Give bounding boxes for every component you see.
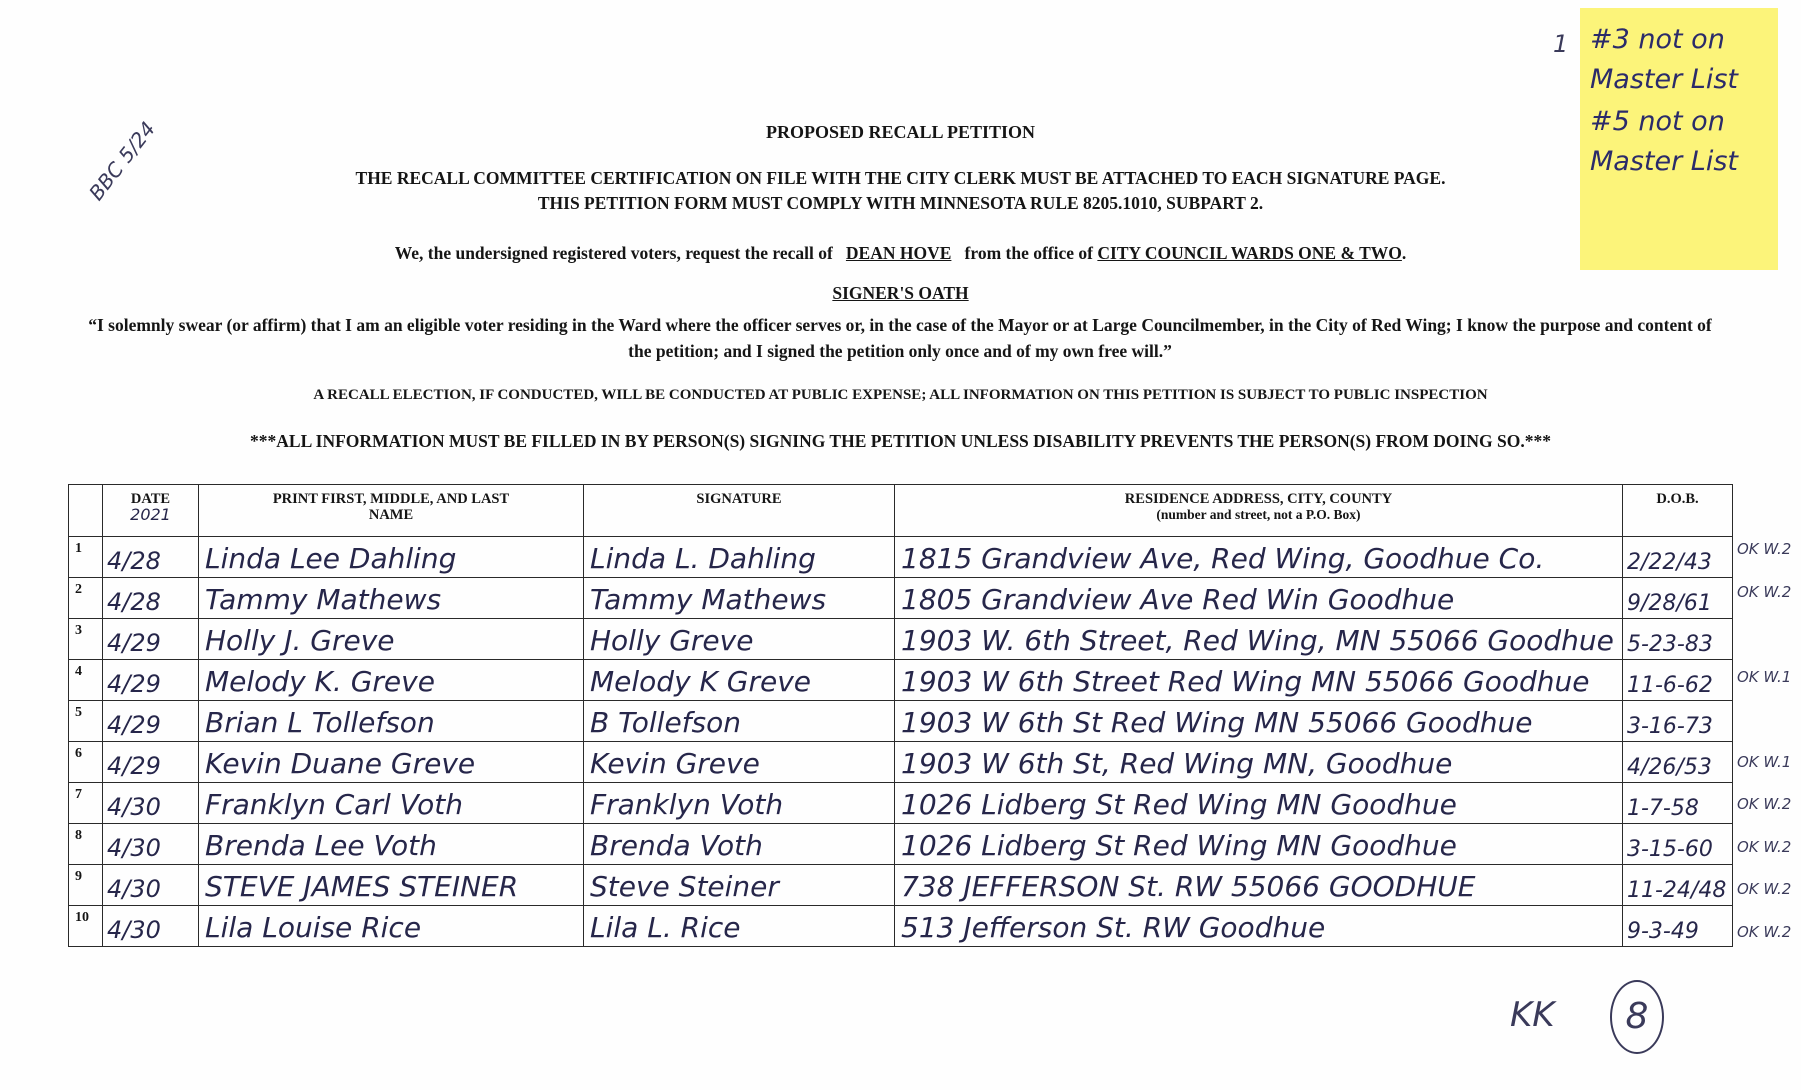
table-row bbox=[69, 701, 1733, 742]
table-row bbox=[69, 578, 1733, 619]
row-date: 4/29 bbox=[103, 660, 199, 701]
row-dob: 4/26/53 bbox=[1623, 742, 1733, 783]
oath-text: “I solemnly swear (or affirm) that I am an eligible voter residing in the Ward where the officer serves or, in the case of the Mayor or at Large Councilmember, in the City of Red Wing; I know the purpose and content of the petition; and I signed the petition only once and of my own free will.” bbox=[88, 315, 1712, 361]
date-year: 2021 bbox=[130, 505, 171, 524]
ward-note: OK W.2 bbox=[1737, 582, 1792, 601]
public-expense-notice: A RECALL ELECTION, IF CONDUCTED, WILL BE CONDUCTED AT PUBLIC EXPENSE; ALL INFORMATION ON THIS PETITION IS SUBJECT TO PUBLIC INSPECTION bbox=[313, 387, 1488, 403]
row-printed-name: Holly J. Greve bbox=[199, 619, 584, 660]
row-signature: B Tollefson bbox=[584, 701, 895, 742]
row-signature: Melody K Greve bbox=[584, 660, 895, 701]
row-dob: 3-16-73 bbox=[1623, 701, 1733, 742]
row-date: 4/28 bbox=[103, 578, 199, 619]
name-header-line1: PRINT FIRST, MIDDLE, AND LAST bbox=[272, 491, 510, 507]
row-number: 1 bbox=[69, 537, 103, 578]
row-number: 8 bbox=[69, 824, 103, 865]
ward-note: OK W.2 bbox=[1737, 540, 1792, 558]
row-printed-name: Linda Lee Dahling bbox=[199, 537, 584, 578]
row-address: 513 Jefferson St. RW Goodhue bbox=[895, 906, 1623, 947]
sticky-note-line: Master List bbox=[1590, 64, 1738, 95]
corner-mark: 1 bbox=[1553, 30, 1569, 58]
margin-initials: BBC 5/24 bbox=[84, 116, 160, 205]
officer-name: DEAN HOVE bbox=[845, 243, 952, 263]
sticky-note-line: Master List bbox=[1590, 146, 1738, 177]
signature-table bbox=[68, 484, 1733, 947]
row-number: 2 bbox=[69, 578, 103, 619]
row-address: 738 JEFFERSON St. RW 55066 GOODHUE bbox=[895, 865, 1623, 906]
table-header-row bbox=[69, 485, 1733, 537]
date-header-label: DATE bbox=[130, 491, 171, 507]
row-signature: Franklyn Voth bbox=[584, 783, 895, 824]
row-dob: 11-24/48 bbox=[1623, 865, 1733, 906]
row-dob: 11-6-62 bbox=[1623, 660, 1733, 701]
row-signature: Kevin Greve bbox=[584, 742, 895, 783]
ward-note: OK W.1 bbox=[1737, 752, 1792, 771]
row-address: 1815 Grandview Ave, Red Wing, Goodhue Co. bbox=[895, 537, 1623, 578]
row-address: 1903 W. 6th Street, Red Wing, MN 55066 Goodhue bbox=[895, 619, 1623, 660]
row-printed-name: Brenda Lee Voth bbox=[199, 824, 584, 865]
number-column-header bbox=[69, 485, 103, 537]
row-address: 1903 W 6th St Red Wing MN 55066 Goodhue bbox=[895, 701, 1623, 742]
table-row bbox=[69, 742, 1733, 783]
dob-column-header: D.O.B. bbox=[1623, 485, 1733, 537]
name-header-line2: NAME bbox=[368, 507, 414, 523]
address-column-header bbox=[895, 485, 1623, 537]
row-dob: 9-3-49 bbox=[1623, 906, 1733, 947]
ward-note: OK W.1 bbox=[1737, 667, 1792, 686]
row-number: 3 bbox=[69, 619, 103, 660]
row-date: 4/29 bbox=[103, 701, 199, 742]
address-header-line2: (number and street, not a P.O. Box) bbox=[1156, 507, 1361, 522]
request-suffix: . bbox=[1401, 243, 1407, 263]
certification-notice-line1: THE RECALL COMMITTEE CERTIFICATION ON FILE WITH THE CITY CLERK MUST BE ATTACHED TO EACH SIGNATURE PAGE. bbox=[355, 168, 1446, 188]
address-header-line1: RESIDENCE ADDRESS, CITY, COUNTY bbox=[1124, 491, 1393, 507]
row-number: 5 bbox=[69, 701, 103, 742]
ward-note: OK W.2 bbox=[1737, 837, 1792, 856]
row-date: 4/28 bbox=[103, 537, 199, 578]
ward-note: OK W.2 bbox=[1737, 795, 1792, 813]
request-middle: from the office of bbox=[964, 243, 1093, 263]
page-count-circle: 8 bbox=[1610, 980, 1664, 1054]
sticky-note-line: #3 not on bbox=[1590, 24, 1725, 55]
row-number: 6 bbox=[69, 742, 103, 783]
row-printed-name: Lila Louise Rice bbox=[199, 906, 584, 947]
oath-heading: SIGNER'S OATH bbox=[832, 283, 969, 303]
row-dob: 9/28/61 bbox=[1623, 578, 1733, 619]
date-column-header bbox=[103, 485, 199, 537]
row-date: 4/30 bbox=[103, 865, 199, 906]
table-row bbox=[69, 619, 1733, 660]
sticky-note bbox=[1580, 8, 1778, 270]
row-signature: Holly Greve bbox=[584, 619, 895, 660]
row-printed-name: STEVE JAMES STEINER bbox=[199, 865, 584, 906]
row-signature: Lila L. Rice bbox=[584, 906, 895, 947]
row-signature: Linda L. Dahling bbox=[584, 537, 895, 578]
row-address: 1903 W 6th Street Red Wing MN 55066 Goodhue bbox=[895, 660, 1623, 701]
row-signature: Brenda Voth bbox=[584, 824, 895, 865]
fill-in-notice: ***ALL INFORMATION MUST BE FILLED IN BY PERSON(S) SIGNING THE PETITION UNLESS DISABILITY PREVENTS THE PERSON(S) FROM DOING SO.*** bbox=[250, 431, 1551, 451]
row-number: 7 bbox=[69, 783, 103, 824]
row-number: 9 bbox=[69, 865, 103, 906]
row-date: 4/30 bbox=[103, 824, 199, 865]
recall-request bbox=[0, 243, 1801, 264]
row-number: 10 bbox=[69, 906, 103, 947]
row-dob: 1-7-58 bbox=[1623, 783, 1733, 824]
ward-note: OK W.2 bbox=[1737, 880, 1792, 898]
row-address: 1026 Lidberg St Red Wing MN Goodhue bbox=[895, 824, 1623, 865]
row-number: 4 bbox=[69, 660, 103, 701]
row-printed-name: Kevin Duane Greve bbox=[199, 742, 584, 783]
row-address: 1903 W 6th St, Red Wing MN, Goodhue bbox=[895, 742, 1623, 783]
row-date: 4/30 bbox=[103, 906, 199, 947]
row-printed-name: Melody K. Greve bbox=[199, 660, 584, 701]
table-row bbox=[69, 865, 1733, 906]
row-signature: Steve Steiner bbox=[584, 865, 895, 906]
table-row bbox=[69, 906, 1733, 947]
row-date: 4/29 bbox=[103, 742, 199, 783]
signature-column-header: SIGNATURE bbox=[584, 485, 895, 537]
table-row bbox=[69, 783, 1733, 824]
row-dob: 5-23-83 bbox=[1623, 619, 1733, 660]
row-address: 1805 Grandview Ave Red Win Goodhue bbox=[895, 578, 1623, 619]
certification-notice-line2: THIS PETITION FORM MUST COMPLY WITH MINNESOTA RULE 8205.1010, SUBPART 2. bbox=[537, 193, 1264, 213]
name-column-header bbox=[199, 485, 584, 537]
sticky-note-line: #5 not on bbox=[1590, 106, 1725, 137]
table-row bbox=[69, 537, 1733, 578]
bottom-initials: KK bbox=[1510, 995, 1555, 1035]
row-date: 4/30 bbox=[103, 783, 199, 824]
row-dob: 3-15-60 bbox=[1623, 824, 1733, 865]
row-signature: Tammy Mathews bbox=[584, 578, 895, 619]
petition-title: PROPOSED RECALL PETITION bbox=[765, 122, 1036, 142]
ward-note: OK W.2 bbox=[1737, 922, 1792, 941]
row-address: 1026 Lidberg St Red Wing MN Goodhue bbox=[895, 783, 1623, 824]
table-row bbox=[69, 824, 1733, 865]
request-prefix: We, the undersigned registered voters, request the recall of bbox=[394, 243, 833, 263]
row-printed-name: Tammy Mathews bbox=[199, 578, 584, 619]
row-dob: 2/22/43 bbox=[1623, 537, 1733, 578]
table-row bbox=[69, 660, 1733, 701]
row-date: 4/29 bbox=[103, 619, 199, 660]
office-name: CITY COUNCIL WARDS ONE & TWO bbox=[1097, 243, 1402, 263]
row-printed-name: Brian L Tollefson bbox=[199, 701, 584, 742]
row-printed-name: Franklyn Carl Voth bbox=[199, 783, 584, 824]
